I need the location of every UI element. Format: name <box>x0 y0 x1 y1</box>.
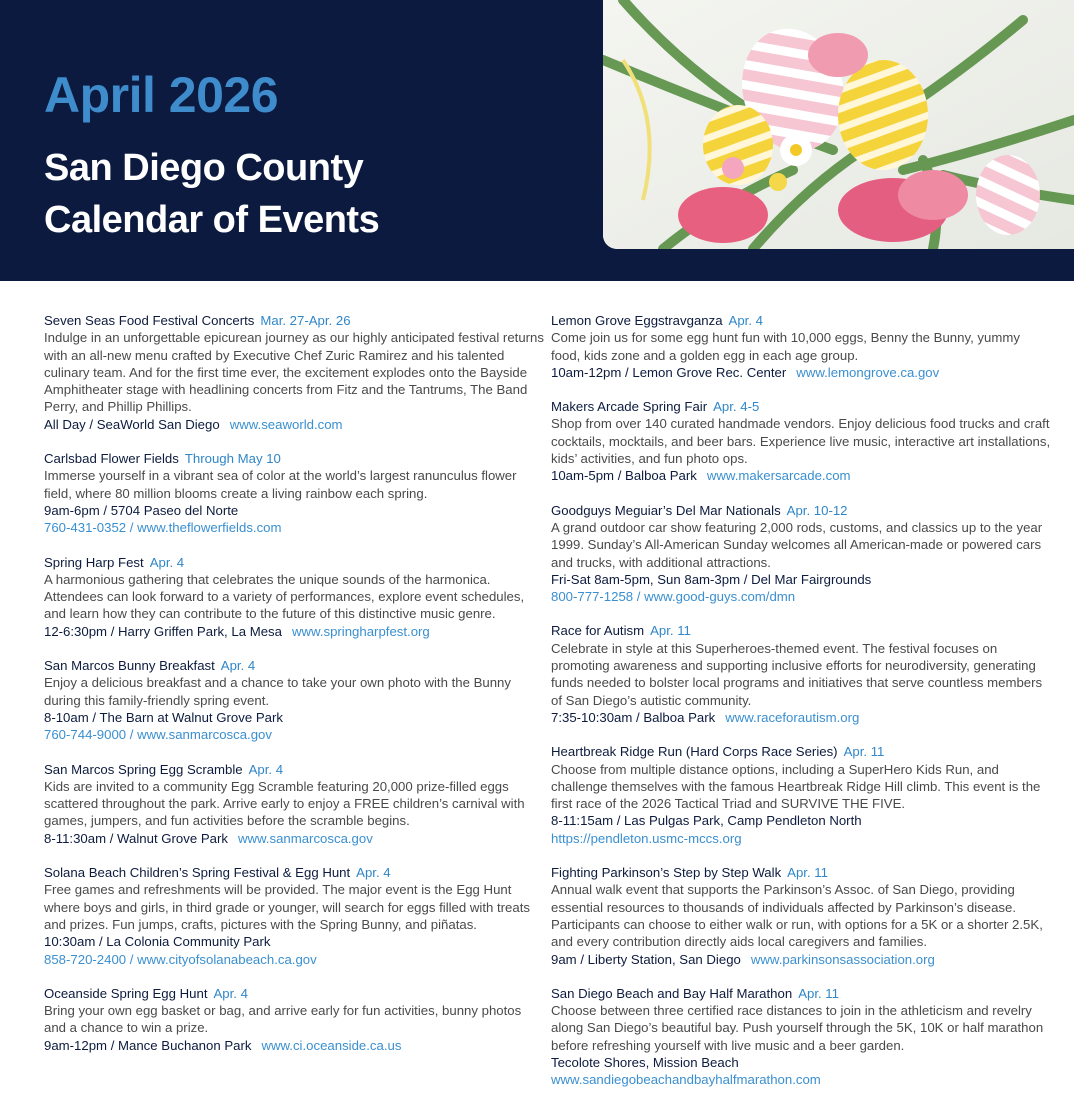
event-title: Race for Autism <box>551 623 645 639</box>
event-description: Kids are invited to a community Egg Scramble featuring 20,000 prize-filled eggs scattered throughout the park. Arrive early to enjoy a FREE children’s carnival with games, jumpers, and fun activities before the scramble begins. <box>44 778 525 829</box>
event-item <box>44 450 544 536</box>
event-heading <box>44 450 544 467</box>
event-title: Seven Seas Food Festival Concerts <box>44 313 255 328</box>
event-time-location: 8-11:30am / Walnut Grove Park <box>44 830 228 846</box>
event-heading <box>44 312 544 329</box>
event-link[interactable]: www.sandiegobeachandbayhalfmarathon.com <box>551 1072 821 1088</box>
event-link-line <box>44 519 544 536</box>
event-heading <box>44 554 544 571</box>
easter-eggs-photo <box>603 0 1074 249</box>
event-link-line <box>44 951 544 968</box>
event-title: Heartbreak Ridge Run (Hard Corps Race Series) <box>551 744 838 760</box>
event-link[interactable]: 760-431-0352 / www.theflowerfields.com <box>44 520 282 536</box>
event-details <box>44 709 544 726</box>
event-details <box>44 933 544 950</box>
event-link[interactable]: www.springharpfest.org <box>291 623 430 639</box>
event-title: Spring Harp Fest <box>44 554 144 570</box>
event-details <box>551 812 1051 829</box>
event-description: Choose between three certified race distances to join in the athleticism and revelry along San Diego’s beautiful bay. Push yourself through the 5K, 10K or half marathon before refreshing yourself with live music and a beer garden. <box>551 1003 1044 1053</box>
event-link-line <box>551 830 1051 847</box>
event-details <box>551 1054 1051 1071</box>
event-link-line <box>44 726 544 743</box>
event-date: Apr. 4 <box>728 313 764 328</box>
event-details <box>44 1037 544 1054</box>
event-item <box>44 864 544 968</box>
event-description: Bring your own egg basket or bag, and arrive early for fun activities, bunny photos and a chance to win a prize. <box>44 1003 522 1036</box>
event-date: Apr. 4 <box>149 554 185 570</box>
event-link[interactable]: 800-777-1258 / www.good-guys.com/dmn <box>551 589 796 605</box>
title-line-1: San Diego County <box>44 147 364 189</box>
event-date: Apr. 4 <box>248 761 284 777</box>
event-heading <box>551 622 1051 639</box>
event-description: Choose from multiple distance options, including a SuperHero Kids Run, and challenge themselves with the famous Heartbreak Ridge Hill climb. This event is the first race of the 2026 Tactical Triad and SURVIVE THE FIVE. <box>551 761 1041 812</box>
event-title: Fighting Parkinson’s Step by Step Walk <box>551 865 782 881</box>
event-date: Apr. 11 <box>650 623 691 639</box>
event-item <box>551 985 1051 1089</box>
event-link[interactable]: 760-744-9000 / www.sanmarcosca.gov <box>44 727 272 743</box>
event-date: Apr. 4 <box>213 985 248 1001</box>
event-description: Immerse yourself in a vibrant sea of color at the world’s largest ranunculus flower field, where 80 million blooms create a living rainbow each spring. <box>44 468 517 501</box>
event-link-line <box>551 588 1051 605</box>
event-time-location: 7:35-10:30am / Balboa Park <box>551 709 716 725</box>
event-item <box>44 554 544 640</box>
event-description: Celebrate in style at this Superheroes-themed event. The festival focuses on promoting awareness and supporting inclusive efforts for neurodiversity, generating funds needed to bolster local programs and initiatives that serve countless members of San Diego’s autistic community. <box>551 640 1043 708</box>
event-item <box>551 743 1051 847</box>
event-title: Carlsbad Flower Fields <box>44 451 179 467</box>
event-title: Goodguys Meguiar’s Del Mar Nationals <box>551 502 781 518</box>
event-item <box>44 657 544 743</box>
event-details <box>551 951 1051 968</box>
event-item <box>551 622 1051 726</box>
event-heading <box>44 864 544 881</box>
event-heading <box>44 985 544 1002</box>
event-date: Apr. 4 <box>356 865 391 881</box>
page-title <box>44 142 379 246</box>
event-date: Through May 10 <box>184 451 281 467</box>
event-link[interactable]: www.parkinsonsassociation.org <box>750 951 935 967</box>
event-time-location: Fri-Sat 8am-5pm, Sun 8am-3pm / Del Mar Fairgrounds <box>551 571 872 587</box>
event-heading <box>551 312 1051 329</box>
event-title: Oceanside Spring Egg Hunt <box>44 985 208 1001</box>
event-heading <box>551 502 1051 519</box>
event-item <box>551 502 1051 606</box>
event-item <box>551 312 1051 381</box>
event-date: Apr. 11 <box>787 865 828 881</box>
event-heading <box>44 761 544 778</box>
event-time-location: 8-10am / The Barn at Walnut Grove Park <box>44 709 283 725</box>
event-title: Lemon Grove Eggstravganza <box>551 313 723 328</box>
event-heading <box>551 985 1051 1002</box>
month-heading: April 2026 <box>44 67 279 123</box>
event-details <box>44 416 544 433</box>
event-link[interactable]: www.sanmarcosca.gov <box>237 830 373 846</box>
event-time-location: Tecolote Shores, Mission Beach <box>551 1054 739 1070</box>
event-title: Solana Beach Children’s Spring Festival & Egg Hunt <box>44 865 351 881</box>
event-time-location: 8-11:15am / Las Pulgas Park, Camp Pendleton North <box>551 813 862 829</box>
event-time-location: 10:30am / La Colonia Community Park <box>44 934 271 950</box>
event-description: Annual walk event that supports the Parkinson’s Assoc. of San Diego, providing essential resources to thousands of individuals affected by Parkinson’s disease. Participants can choose to either walk or run, with options for a 5K or a shorter 2.5K, and every contribution directly aids local caregivers and families. <box>551 882 1043 950</box>
event-heading <box>551 743 1051 760</box>
event-date: Apr. 11 <box>798 985 839 1001</box>
event-title: San Marcos Bunny Breakfast <box>44 658 215 674</box>
event-date: Apr. 11 <box>843 744 885 760</box>
event-description: Come join us for some egg hunt fun with 10,000 eggs, Benny the Bunny, yummy food, kids zone and a golden egg in each age group. <box>551 330 1020 363</box>
event-link[interactable]: www.seaworld.com <box>229 416 343 432</box>
event-details <box>44 623 544 640</box>
event-item <box>44 761 544 847</box>
event-item <box>551 864 1051 968</box>
event-time-location: 9am / Liberty Station, San Diego <box>551 951 741 967</box>
event-date: Apr. 4-5 <box>713 399 760 415</box>
event-date: Apr. 10-12 <box>786 502 848 518</box>
event-time-location: 9am-12pm / Mance Buchanon Park <box>44 1037 252 1053</box>
event-heading <box>551 398 1051 415</box>
event-item <box>44 312 544 433</box>
event-heading <box>551 864 1051 881</box>
event-title: Makers Arcade Spring Fair <box>551 399 708 415</box>
event-details <box>551 571 1051 588</box>
event-time-location: 9am-6pm / 5704 Paseo del Norte <box>44 502 239 518</box>
event-details <box>44 830 544 847</box>
event-details <box>551 364 1051 381</box>
event-details <box>44 502 544 519</box>
event-time-location: 12-6:30pm / Harry Griffen Park, La Mesa <box>44 623 282 639</box>
event-title: San Marcos Spring Egg Scramble <box>44 761 243 777</box>
events-column-left <box>44 312 544 1071</box>
title-line-2: Calendar of Events <box>44 199 380 241</box>
event-item <box>551 398 1051 484</box>
event-description: Free games and refreshments will be provided. The major event is the Egg Hunt where boys and girls, in third grade or younger, will search for eggs filled with treats and prizes. Fun jumps, crafts, pictures with the Spring Bunny, and piñatas. <box>44 882 530 932</box>
event-date: Apr. 4 <box>220 658 256 674</box>
event-link[interactable]: 858-720-2400 / www.cityofsolanabeach.ca.gov <box>44 951 317 967</box>
event-link[interactable]: www.raceforautism.org <box>725 709 860 725</box>
event-link[interactable]: https://pendleton.usmc-mccs.org <box>551 830 742 846</box>
event-description: A grand outdoor car show featuring 2,000 rods, customs, and classics up to the year 1999. Sunday’s All-American Sunday welcomes all American-made or powered cars and trucks, with additional attractions. <box>551 519 1043 570</box>
header-banner <box>0 0 1074 281</box>
event-description: Enjoy a delicious breakfast and a chance to take your own photo with the Bunny during this family-friendly spring event. <box>44 675 511 708</box>
event-link-line <box>551 1071 1051 1088</box>
event-description: A harmonious gathering that celebrates the unique sounds of the harmonica. Attendees can look forward to a variety of performances, explore event schedules, and learn how they can contribute to the future of this distinctive music genre. <box>44 571 525 622</box>
event-details <box>551 709 1051 726</box>
event-time-location: All Day / SeaWorld San Diego <box>44 416 220 432</box>
event-link[interactable]: www.lemongrove.ca.gov <box>796 364 940 380</box>
event-description: Indulge in an unforgettable epicurean journey as our highly anticipated festival returns with an all-new menu crafted by Executive Chef Zuric Ramirez and his talented culinary team. And for the first time ever, the excitement explodes onto the Bayside Amphitheater stage with headlining concerts from Fitz and the Tantrums, The Band Perry, and Phillip Phillips. <box>44 330 544 415</box>
event-time-location: 10am-12pm / Lemon Grove Rec. Center <box>551 364 787 380</box>
event-link[interactable]: www.ci.oceanside.ca.us <box>261 1037 402 1053</box>
event-date: Mar. 27-Apr. 26 <box>260 313 351 328</box>
event-title: San Diego Beach and Bay Half Marathon <box>551 985 793 1001</box>
events-column-right <box>551 312 1051 1106</box>
event-link[interactable]: www.makersarcade.com <box>706 468 851 484</box>
event-heading <box>44 657 544 674</box>
event-item <box>44 985 544 1054</box>
event-time-location: 10am-5pm / Balboa Park <box>551 468 697 484</box>
event-description: Shop from over 140 curated handmade vendors. Enjoy delicious food trucks and craft cocktails, mocktails, and beer bars. Experience live music, interactive art installations, kids’ activities, and fun photo ops. <box>551 416 1051 467</box>
event-details <box>551 467 1051 484</box>
